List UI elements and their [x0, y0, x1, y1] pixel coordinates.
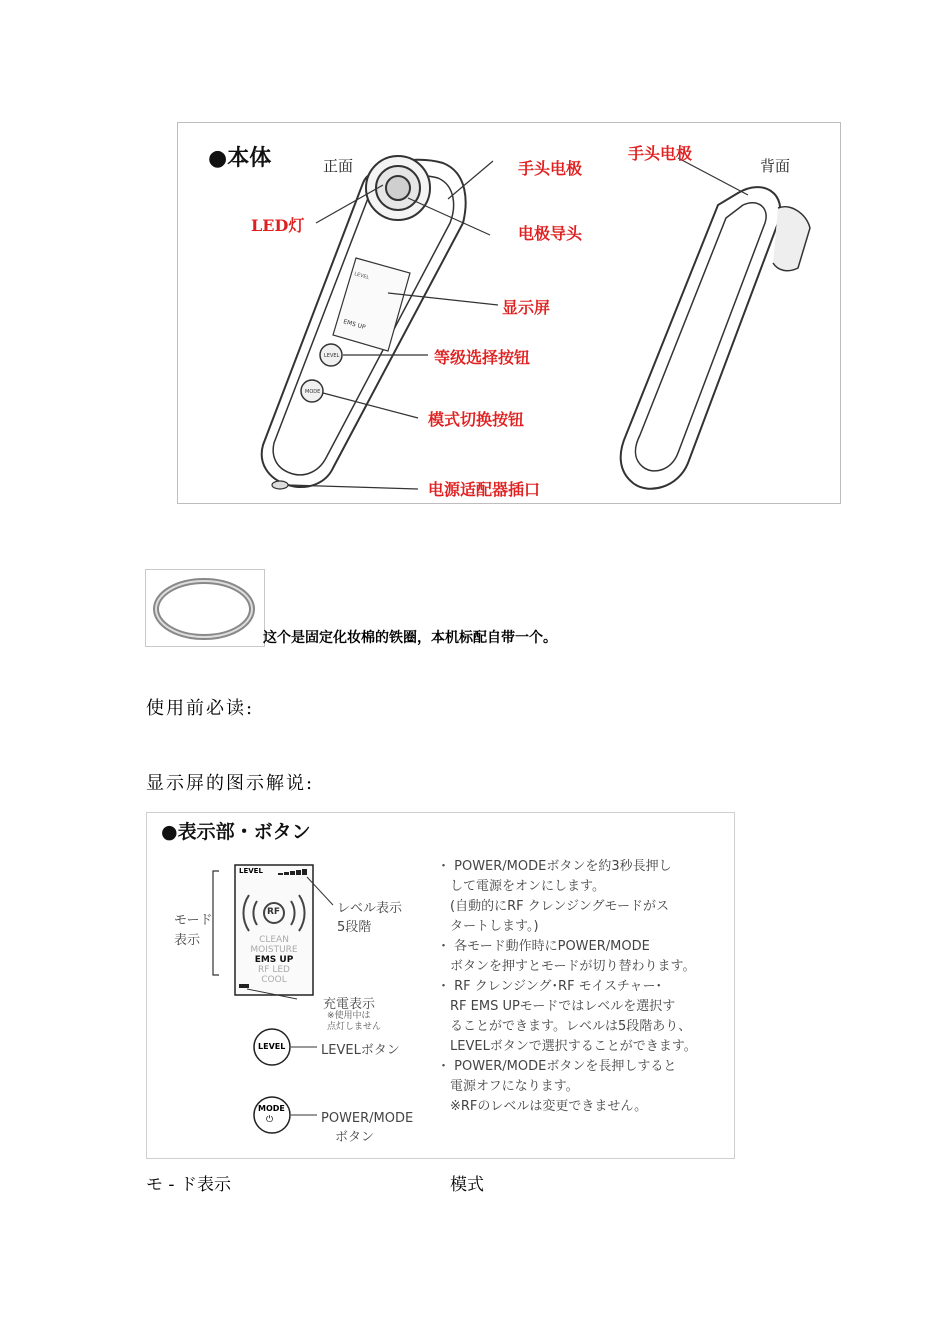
- back-label: 背面: [760, 157, 791, 175]
- screen-mode-cool: COOL: [261, 975, 287, 985]
- callout-head-electrode-front: 手头电极: [518, 159, 583, 178]
- figure2-title: ●表示部・ボタン: [161, 821, 311, 843]
- mode-display-label: [174, 911, 212, 951]
- screen-level-label: LEVEL: [239, 867, 263, 875]
- ring-caption: 这个是固定化妆棉的铁圈，本机标配自带一个。: [263, 630, 557, 646]
- level-display-label: [337, 899, 402, 937]
- device-screen-mode: EMS UP: [342, 318, 367, 332]
- description-line: ・ POWER/MODEボタンを長押しすると: [437, 1059, 677, 1074]
- display-diagram-figure: [146, 812, 735, 1159]
- screen-mode-moisture: MOISTURE: [250, 945, 298, 955]
- screen-mode-rf-led: RF LED: [258, 965, 290, 975]
- description-block: [437, 857, 697, 1117]
- callout-led: LED灯: [251, 216, 305, 235]
- description-line: ボタンを押すとモードが切り替わります。: [437, 959, 696, 974]
- description-line: ・ 各モード動作時にPOWER/MODE: [437, 939, 650, 954]
- device-diagram-figure: [177, 122, 841, 504]
- screen-mode-list: [237, 935, 311, 985]
- charge-note-line1: ※使用中は: [327, 1011, 371, 1021]
- screen-rf-label: RF: [267, 907, 281, 917]
- mode-display-label-line2: 表示: [174, 933, 201, 948]
- mode-button-icon: MODE: [258, 1104, 285, 1113]
- level-button-icon: LEVEL: [258, 1042, 286, 1051]
- screen-mode-ems-up: EMS UP: [254, 955, 294, 965]
- charge-note: [327, 1011, 381, 1033]
- description-line: ・ POWER/MODEボタンを約3秒長押し: [437, 859, 672, 874]
- power-icon: ⏻: [266, 1115, 274, 1125]
- mode-display-label-line1: モード: [174, 913, 213, 928]
- power-mode-button-label: [321, 1109, 413, 1147]
- level-display-label-line2: 5段階: [337, 920, 372, 935]
- level-display-label-line1: レベル表示: [337, 901, 403, 916]
- description-line: (自動的にRF クレンジングモードがス: [437, 899, 669, 914]
- description-line: RF EMS UPモードではレベルを選択す: [437, 999, 676, 1014]
- device-screen-level: LEVEL: [353, 271, 370, 282]
- footer-mode-display-jp: モ - ド表示: [146, 1175, 231, 1195]
- charge-display-label: 充電表示: [323, 997, 376, 1012]
- description-line: 電源オフになります。: [437, 1079, 579, 1094]
- heading-before-use: 使用前必读:: [146, 698, 255, 719]
- power-mode-button-label-line2: ボタン: [335, 1130, 375, 1145]
- figure1-title: ●本体: [208, 146, 272, 171]
- callout-level-button: 等级选择按钮: [434, 348, 531, 367]
- description-line: タートします。): [437, 919, 539, 934]
- power-mode-button-label-line1: POWER/MODE: [321, 1111, 414, 1126]
- callout-head-electrode-back: 手头电极: [628, 144, 693, 163]
- callout-electrode-guide: 电极导头: [518, 224, 583, 243]
- ring-icon: [146, 570, 264, 646]
- screen-mode-clean: CLEAN: [259, 935, 289, 945]
- description-line: ・ RF クレンジング･RF モイスチャー･: [437, 979, 663, 994]
- device-mode-button: MODE: [305, 389, 321, 395]
- footer-mode-cn: 模式: [450, 1175, 484, 1195]
- device-level-button: LEVEL: [324, 353, 340, 359]
- ring-image: [145, 569, 265, 647]
- callout-power-port: 电源适配器插口: [428, 480, 541, 499]
- description-line: して電源をオンにします。: [437, 879, 605, 894]
- charge-note-line2: 点灯しません: [327, 1022, 382, 1032]
- description-line: ※RFのレベルは変更できません。: [437, 1099, 648, 1114]
- front-label: 正面: [323, 157, 354, 175]
- description-line: LEVELボタンで選択することができます。: [437, 1039, 697, 1054]
- description-line: ることができます。レベルは5段階あり、: [437, 1019, 692, 1034]
- level-button-label: LEVELボタン: [321, 1043, 400, 1058]
- callout-mode-button: 模式切换按钮: [428, 410, 525, 429]
- callout-display: 显示屏: [502, 298, 551, 317]
- heading-display: 显示屏的图示解说:: [146, 773, 315, 794]
